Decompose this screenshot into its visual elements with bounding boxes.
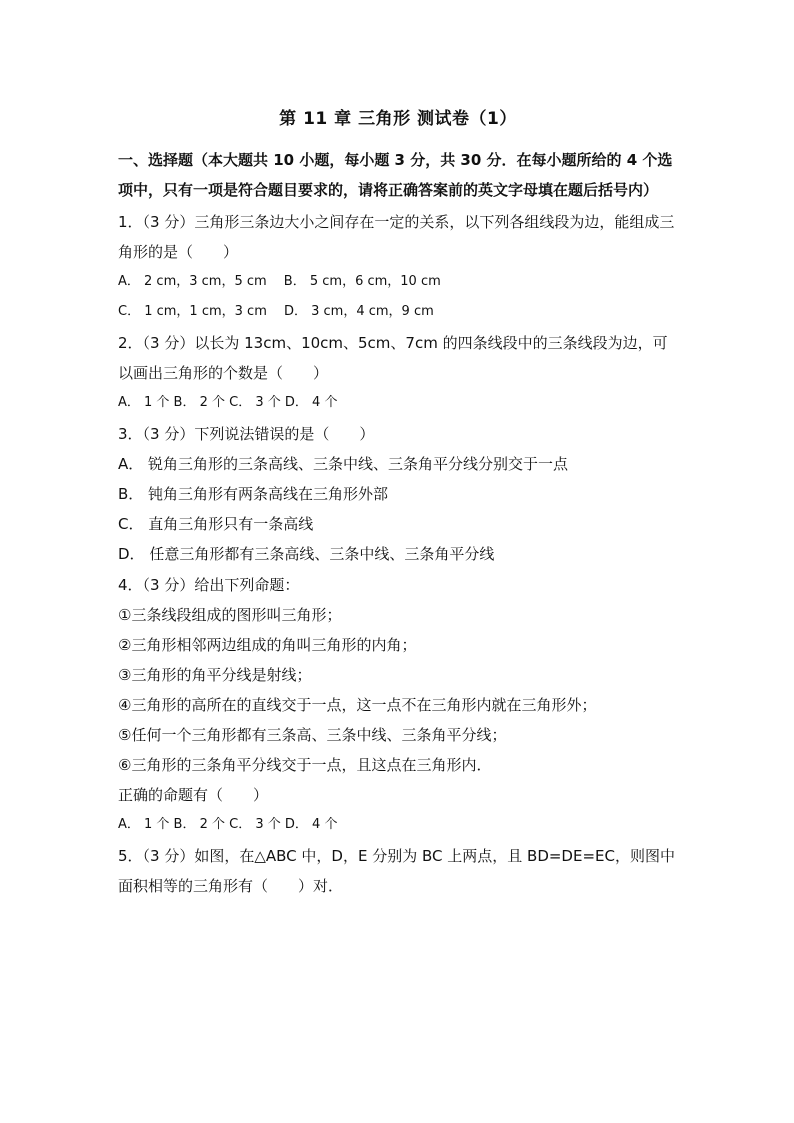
page-title: 第 11 章 三角形 测试卷（1）: [279, 109, 517, 129]
question-4-statement-6: ⑥三角形的三条角平分线交于一点，且这点在三角形内．: [118, 756, 492, 774]
question-3-option-a: A． 锐角三角形的三条高线、三条中线、三条角平分线分别交于一点: [118, 455, 569, 473]
exam-page: [118, 100, 678, 901]
question-4-prompt: 正确的命题有（ ）: [118, 786, 269, 804]
question-3-option-c: C． 直角三角形只有一条高线: [118, 515, 314, 533]
question-4-statement-1: ①三条线段组成的图形叫三角形；: [118, 606, 342, 624]
question-4: 4．（3 分）给出下列命题：: [118, 576, 300, 594]
question-3-option-b: B． 钝角三角形有两条高线在三角形外部: [118, 485, 389, 503]
question-3-option-d: D． 任意三角形都有三条高线、三条中线、三条角平分线: [118, 545, 495, 563]
question-4-statement-3: ③三角形的角平分线是射线；: [118, 666, 312, 684]
section-heading: 一、选择题（本大题共 10 小题，每小题 3 分，共 30 分．在每小题所给的 4 个选项中，只有一项是符合题目要求的，请将正确答案前的英文字母填在题后括号内）: [118, 151, 673, 199]
question-2-options: A． 1 个 B． 2 个 C． 3 个 D． 4 个: [118, 395, 338, 410]
question-1-options-row-1: A． 2 cm，3 cm，5 cm B． 5 cm，6 cm，10 cm: [118, 274, 441, 289]
question-4-statement-2: ②三角形相邻两边组成的角叫三角形的内角；: [118, 636, 417, 654]
question-4-statement-4: ④三角形的高所在的直线交于一点，这一点不在三角形内就在三角形外；: [118, 696, 597, 714]
question-3: 3．（3 分）下列说法错误的是（ ）: [118, 425, 375, 443]
question-2: 2．（3 分）以长为 13cm、10cm、5cm、7cm 的四条线段中的三条线段为边，可以画出三角形的个数是（ ）: [118, 334, 668, 382]
question-1-options-row-2: C． 1 cm，1 cm，3 cm D． 3 cm，4 cm，9 cm: [118, 304, 434, 319]
question-4-options: A． 1 个 B． 2 个 C． 3 个 D． 4 个: [118, 817, 338, 832]
question-1: 1．（3 分）三角形三条边大小之间存在一定的关系，以下列各组线段为边，能组成三角形的是（ ）: [118, 213, 675, 261]
question-5: 5．（3 分）如图，在△ABC 中，D，E 分别为 BC 上两点，且 BD=DE=EC，则图中面积相等的三角形有（ ）对．: [118, 847, 675, 895]
question-4-statement-5: ⑤任何一个三角形都有三条高、三条中线、三条角平分线；: [118, 726, 507, 744]
